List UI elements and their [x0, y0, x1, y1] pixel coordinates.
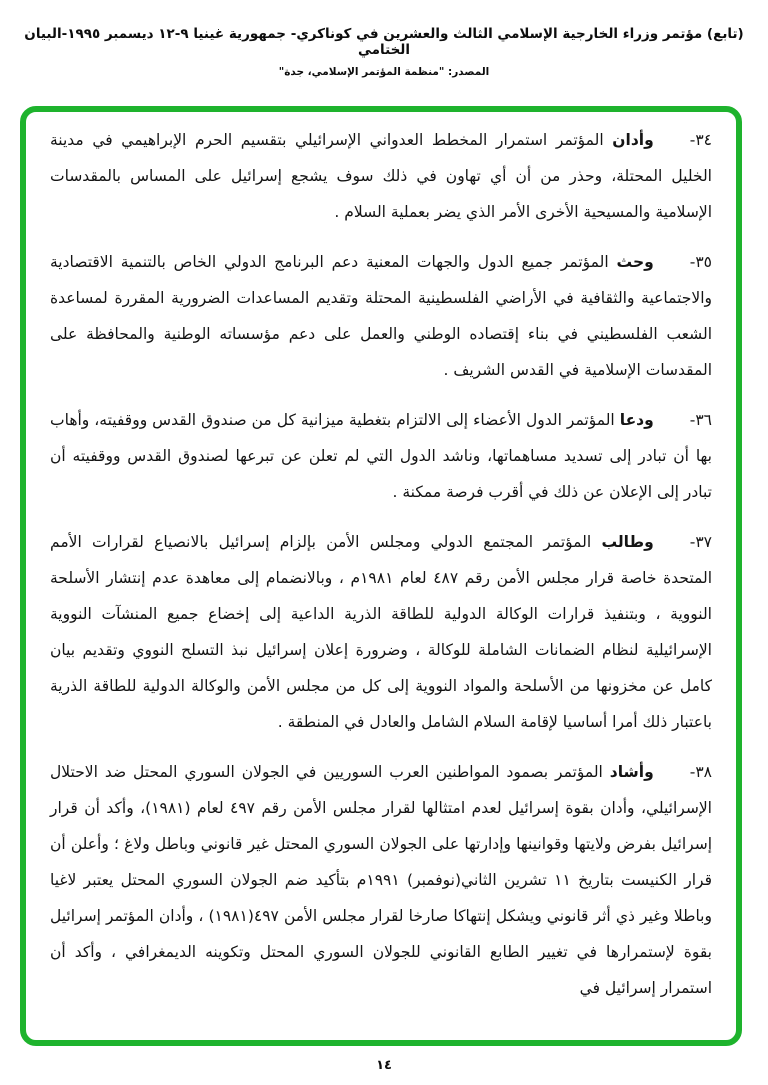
paragraph-36: [50, 402, 712, 510]
paragraph-number: ٣٤-: [689, 131, 712, 149]
paragraph-38: [50, 754, 712, 1006]
paragraph-text: المؤتمر الدول الأعضاء إلى الالتزام بتغطية ميزانية كل من صندوق القدس ووقفيته، وأهاب بها أن تبادر إلى تسديد مساهماتها، وناشد الدول التي لم تعلن عن تبرعها لصندوق القدس ووقفيته أن تبادر إلى الإعلان عن ذلك في أقرب فرصة ممكنة .: [50, 411, 712, 501]
paragraph-text: المؤتمر استمرار المخطط العدواني الإسرائيلي بتقسيم الحرم الإبراهيمي في مدينة الخليل المحتلة، وحذر من أن أي تهاون في ذلك سوف يشجع إسرائيل على المساس بالمقدسات الإسلامية والمسيحية الأخرى الأمر الذي يضر بعملية السلام .: [50, 131, 712, 221]
document-frame: [20, 106, 742, 1046]
source-line: المصدر: "منظمة المؤتمر الإسلامي، جدة": [278, 66, 490, 78]
paragraph-text: المؤتمر بصمود المواطنين العرب السوريين في الجولان السوري المحتل ضد الاحتلال الإسرائيلي، وأدان بقوة إسرائيل لعدم امتثالها لقرار مجلس الأمن رقم ٤٩٧ لعام (١٩٨١)، وأكد أن قرار إسرائيل بفرض ولايتها وقوانينها وإدارتها على الجولان السوري المحتل غير قانوني وباطل ولاغ ؛ وأعلن أن قرار الكنيست بتاريخ ١١ تشرين الثاني(نوفمبر) ١٩٩١م بتأكيد ضم الجولان السوري المحتل يعتبر لاغيا وباطلا وغير ذي أثر قانوني ويشكل إنتهاكا صارخا لقرار مجلس الأمن ٤٩٧(١٩٨١) ، وأدان المؤتمر إسرائيل بقوة لإستمرارها في تغيير الطابع القانوني للجولان السوري المحتل وتكوينه الديمغرافي ، وأكد أن استمرار إسرائيل في: [50, 763, 713, 997]
paragraph-number: ٣٥-: [689, 253, 712, 271]
paragraph-lead: وأشاد: [609, 763, 654, 781]
paragraph-37: [50, 524, 712, 740]
paragraph-35: [50, 244, 712, 388]
page-number: ١٤: [376, 1058, 392, 1073]
paragraph-text: المؤتمر جميع الدول والجهات المعنية دعم البرنامج الدولي الخاص بالتنمية الاقتصادية والاجتماعية والثقافية في الأراضي الفلسطينية المحتلة وتقديم المساعدات الضرورية المقررة لمساعدة الشعب الفلسطيني في بناء إقتصاده الوطني والعمل على دعم مؤسساته الوطنية والمحافظة على المقدسات الإسلامية في القدس الشريف .: [50, 253, 712, 379]
paragraph-number: ٣٨-: [689, 763, 712, 781]
paragraph-lead: وأدان: [612, 131, 654, 149]
paragraph-number: ٣٦-: [689, 411, 712, 429]
document-body: [50, 122, 712, 1006]
paragraph-text: المؤتمر المجتمع الدولي ومجلس الأمن بإلزام إسرائيل بالانصياع لقرارات الأمم المتحدة خاصة قرار مجلس الأمن رقم ٤٨٧ لعام ١٩٨١م ، وبالانضمام إلى معاهدة عدم إنتشار الأسلحة النووية ، وبتنفيذ قرارات الوكالة الدولية للطاقة الذرية الداعية إلى إخضاع جميع المنشآت النووية الإسرائيلية لنظام الضمانات الشاملة للوكالة ، وضرورة إعلان إسرائيل نبذ التسلح النووي وتقديم بيان كامل عن مخزونها من الأسلحة والمواد النووية إلى كل من مجلس الأمن والوكالة الدولية للطاقة الذرية باعتبار ذلك أمرا أساسيا لإقامة السلام الشامل والعادل في المنطقة .: [50, 533, 713, 731]
paragraph-lead: وطالب: [601, 533, 654, 551]
document-title: (تابع) مؤتمر وزراء الخارجية الإسلامي الثالث والعشرين في كوناكري- جمهورية غينيا ٩-١٢ ديسمبر ١٩٩٥-البيان الختامي: [24, 26, 744, 58]
paragraph-34: [50, 122, 712, 230]
paragraph-lead: ودعا: [619, 411, 654, 429]
paragraph-number: ٣٧-: [689, 533, 712, 551]
paragraph-lead: وحث: [616, 253, 654, 271]
